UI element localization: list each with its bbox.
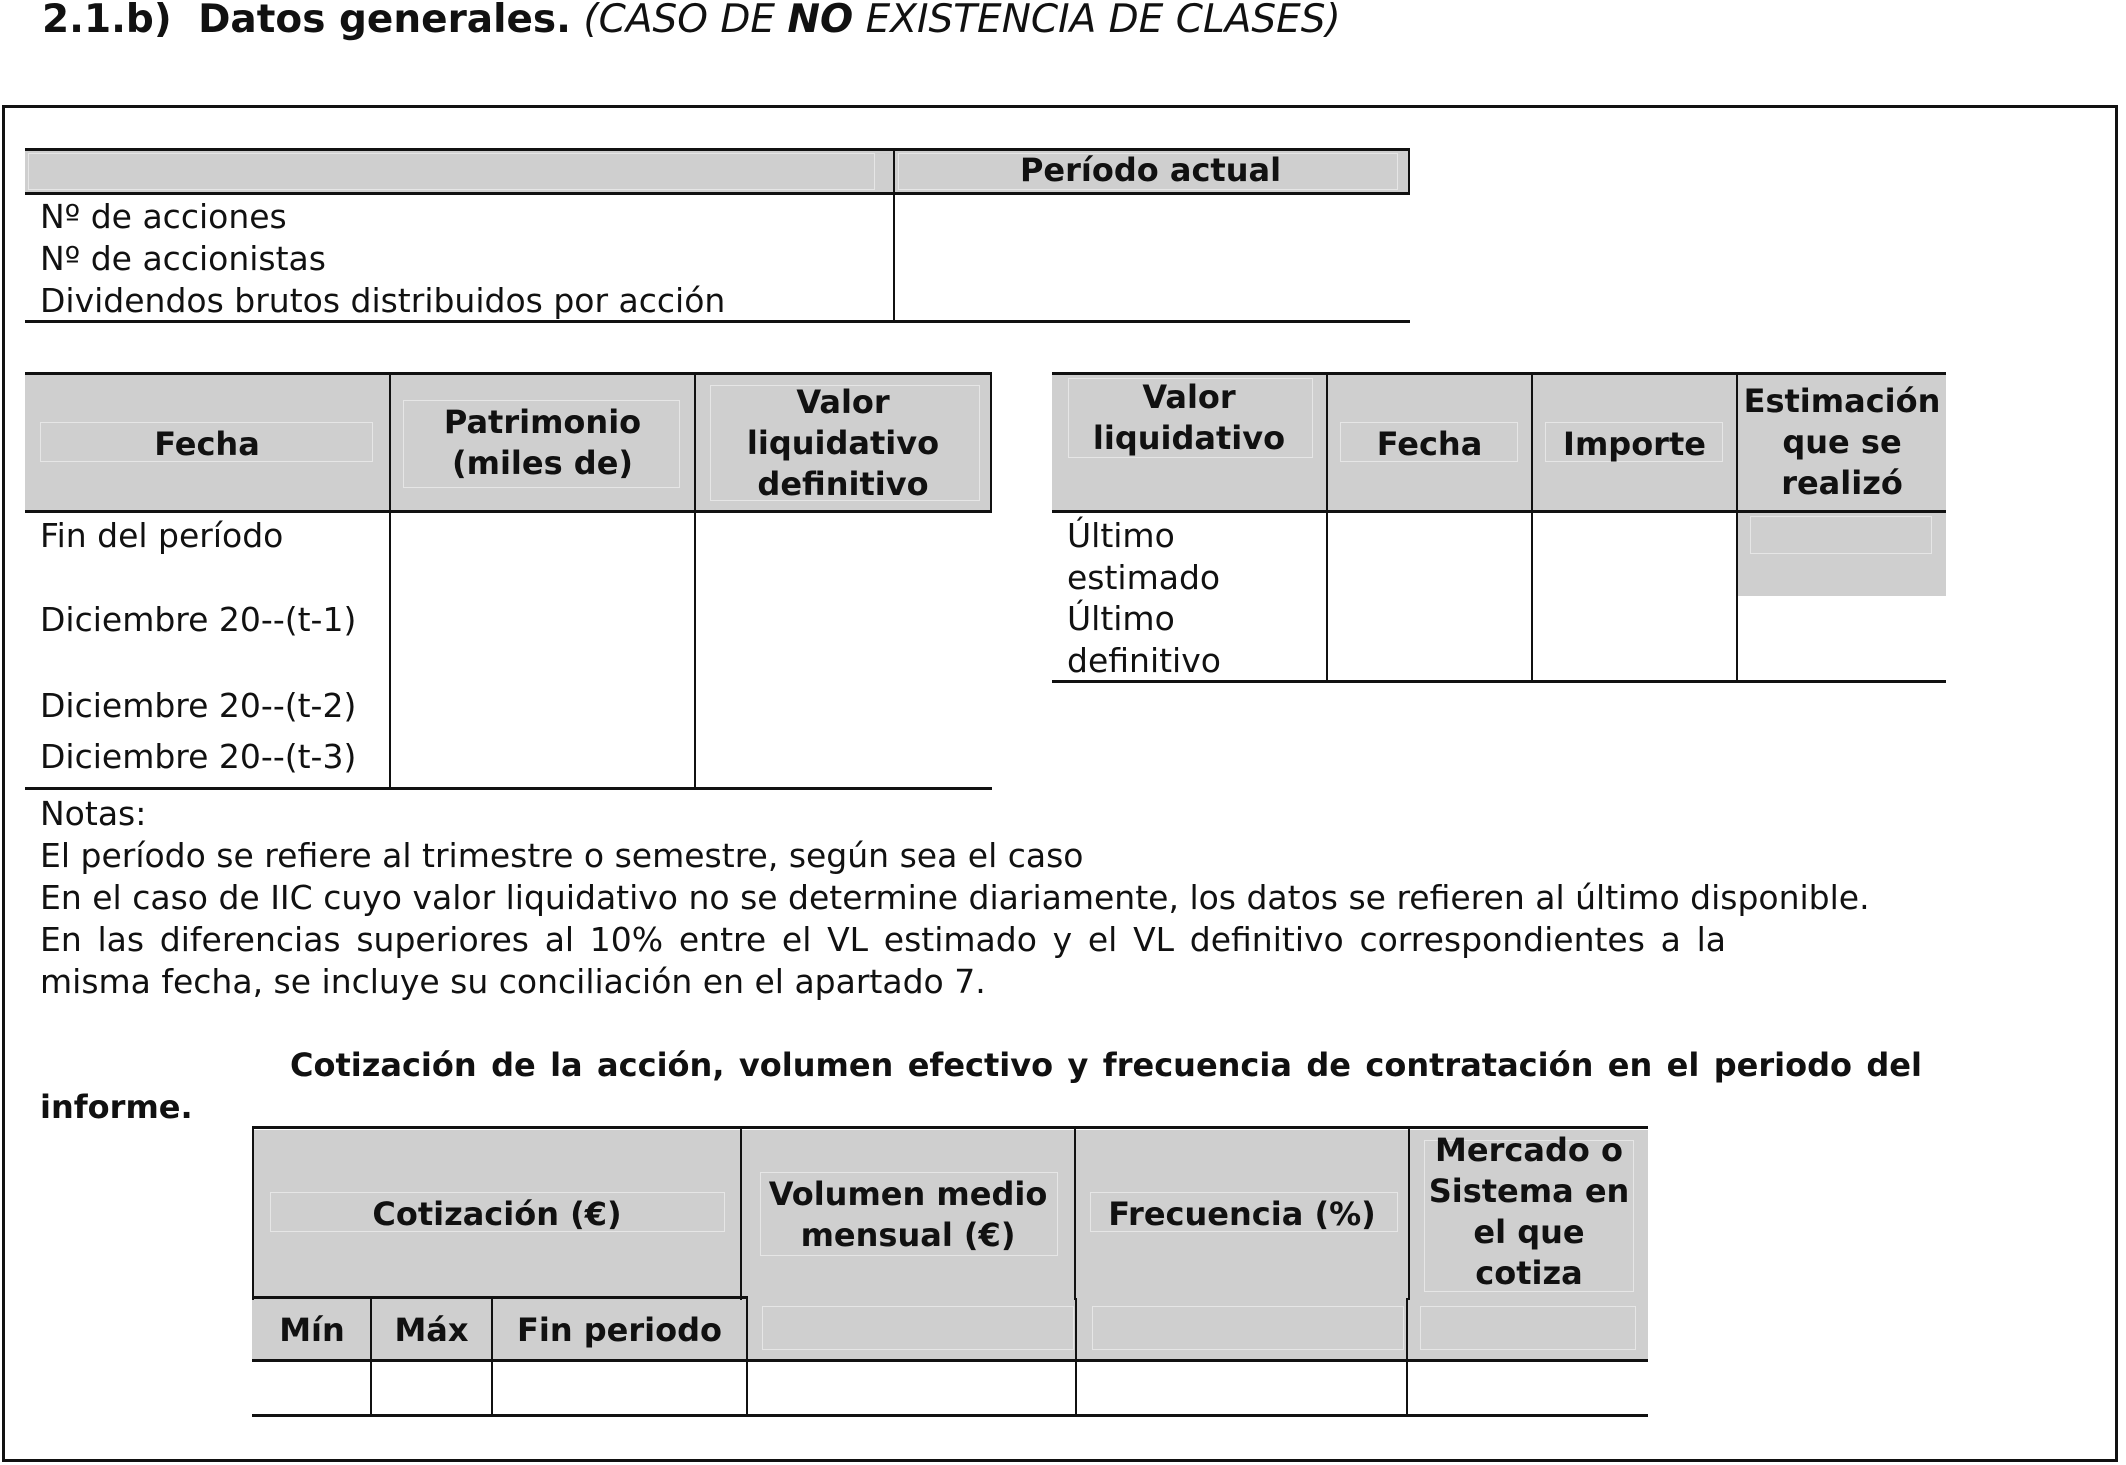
section-note: (CASO DE NO EXISTENCIA DE CLASES) <box>583 0 1341 42</box>
valor-liquidativo-header: Valor liquidativo <box>1092 378 1286 457</box>
volumen-header: Volumen medio mensual (€) <box>768 1175 1048 1254</box>
justified-word: definitivo <box>1189 920 1344 959</box>
justified-word: el <box>781 920 812 959</box>
justified-word: VL <box>827 920 869 959</box>
justified-word: VL <box>1133 920 1175 959</box>
periodo-actual-header: Período actual <box>1019 151 1282 189</box>
row-label-acciones: Nº de acciones <box>40 197 287 236</box>
justified-word: correspondientes <box>1359 920 1645 959</box>
justified-word: de <box>1306 1046 1351 1084</box>
cotizacion-title-line-2: informe. <box>40 1088 193 1126</box>
justified-word: efectivo <box>907 1046 1054 1084</box>
row-label-dividendos: Dividendos brutos distribuidos por acción <box>40 281 726 320</box>
cotizacion-title-line-1 <box>40 1044 1922 1086</box>
min-subheader: Mín <box>279 1311 345 1349</box>
row-label-fin-periodo: Fin del período <box>40 516 284 555</box>
notes-label: Notas: <box>40 794 147 833</box>
importe-header: Importe <box>1563 425 1706 463</box>
justified-word: la <box>550 1046 583 1084</box>
fin-periodo-subheader: Fin periodo <box>517 1311 722 1349</box>
section-heading: Datos generales. <box>198 0 571 42</box>
note-line-3 <box>40 919 1726 961</box>
section-number: 2.1.b) <box>42 0 172 42</box>
row-label-diciembre-t1: Diciembre 20--(t-1) <box>40 600 357 639</box>
row-label-diciembre-t2: Diciembre 20--(t-2) <box>40 686 357 725</box>
row-label-accionistas: Nº de accionistas <box>40 239 326 278</box>
justified-word: frecuencia <box>1102 1046 1292 1084</box>
justified-word: Cotización <box>290 1046 477 1084</box>
cotizacion-title <box>40 1044 1922 1128</box>
justified-word: 10% <box>589 920 664 959</box>
justified-word: acción, <box>597 1046 725 1084</box>
row-label-ultimo-definitivo: Último definitivo <box>1067 599 1221 680</box>
justified-word: las <box>97 920 145 959</box>
justified-word: y <box>1052 920 1073 959</box>
row-label-ultimo-estimado: Último estimado <box>1067 516 1221 597</box>
justified-word: al <box>544 920 575 959</box>
fecha-header: Fecha <box>154 425 260 463</box>
justified-word: En <box>40 920 82 959</box>
justified-word: y <box>1067 1046 1089 1084</box>
justified-word: contratación <box>1365 1046 1594 1084</box>
justified-word: diferencias <box>159 920 341 959</box>
estimacion-header: Estimación que se realizó <box>1743 382 1941 502</box>
frecuencia-header: Frecuencia (%) <box>1108 1195 1376 1233</box>
justified-word: a <box>1660 920 1681 959</box>
fecha-header-t3: Fecha <box>1376 425 1483 463</box>
row-label-diciembre-t3: Diciembre 20--(t-3) <box>40 737 357 776</box>
patrimonio-header: Patrimonio (miles de) <box>443 403 642 482</box>
section-title <box>42 0 1341 40</box>
justified-word: en <box>1607 1046 1653 1084</box>
note-line-2: En el caso de IIC cuyo valor liquidativo no se determine diariamente, los datos se refieren al último disponible. <box>40 878 1870 917</box>
justified-word: periodo <box>1713 1046 1852 1084</box>
justified-word: la <box>1696 920 1726 959</box>
justified-word: estimado <box>883 920 1037 959</box>
mercado-header: Mercado o Sistema en el que cotiza <box>1428 1131 1630 1292</box>
cotizacion-header: Cotización (€) <box>372 1195 622 1233</box>
note-line-1: El período se refiere al trimestre o semestre, según sea el caso <box>40 836 1084 875</box>
notes-block <box>40 793 1870 1003</box>
justified-word: entre <box>678 920 767 959</box>
max-subheader: Máx <box>394 1311 469 1349</box>
justified-word: superiores <box>356 920 529 959</box>
justified-word: volumen <box>738 1046 894 1084</box>
justified-word: de <box>491 1046 536 1084</box>
note-line-4: misma fecha, se incluye su conciliación en el apartado 7. <box>40 962 986 1001</box>
justified-word: el <box>1666 1046 1700 1084</box>
justified-word: del <box>1866 1046 1922 1084</box>
valor-liquidativo-definitivo-header: Valor liquidativo definitivo <box>746 383 940 503</box>
justified-word: el <box>1087 920 1118 959</box>
